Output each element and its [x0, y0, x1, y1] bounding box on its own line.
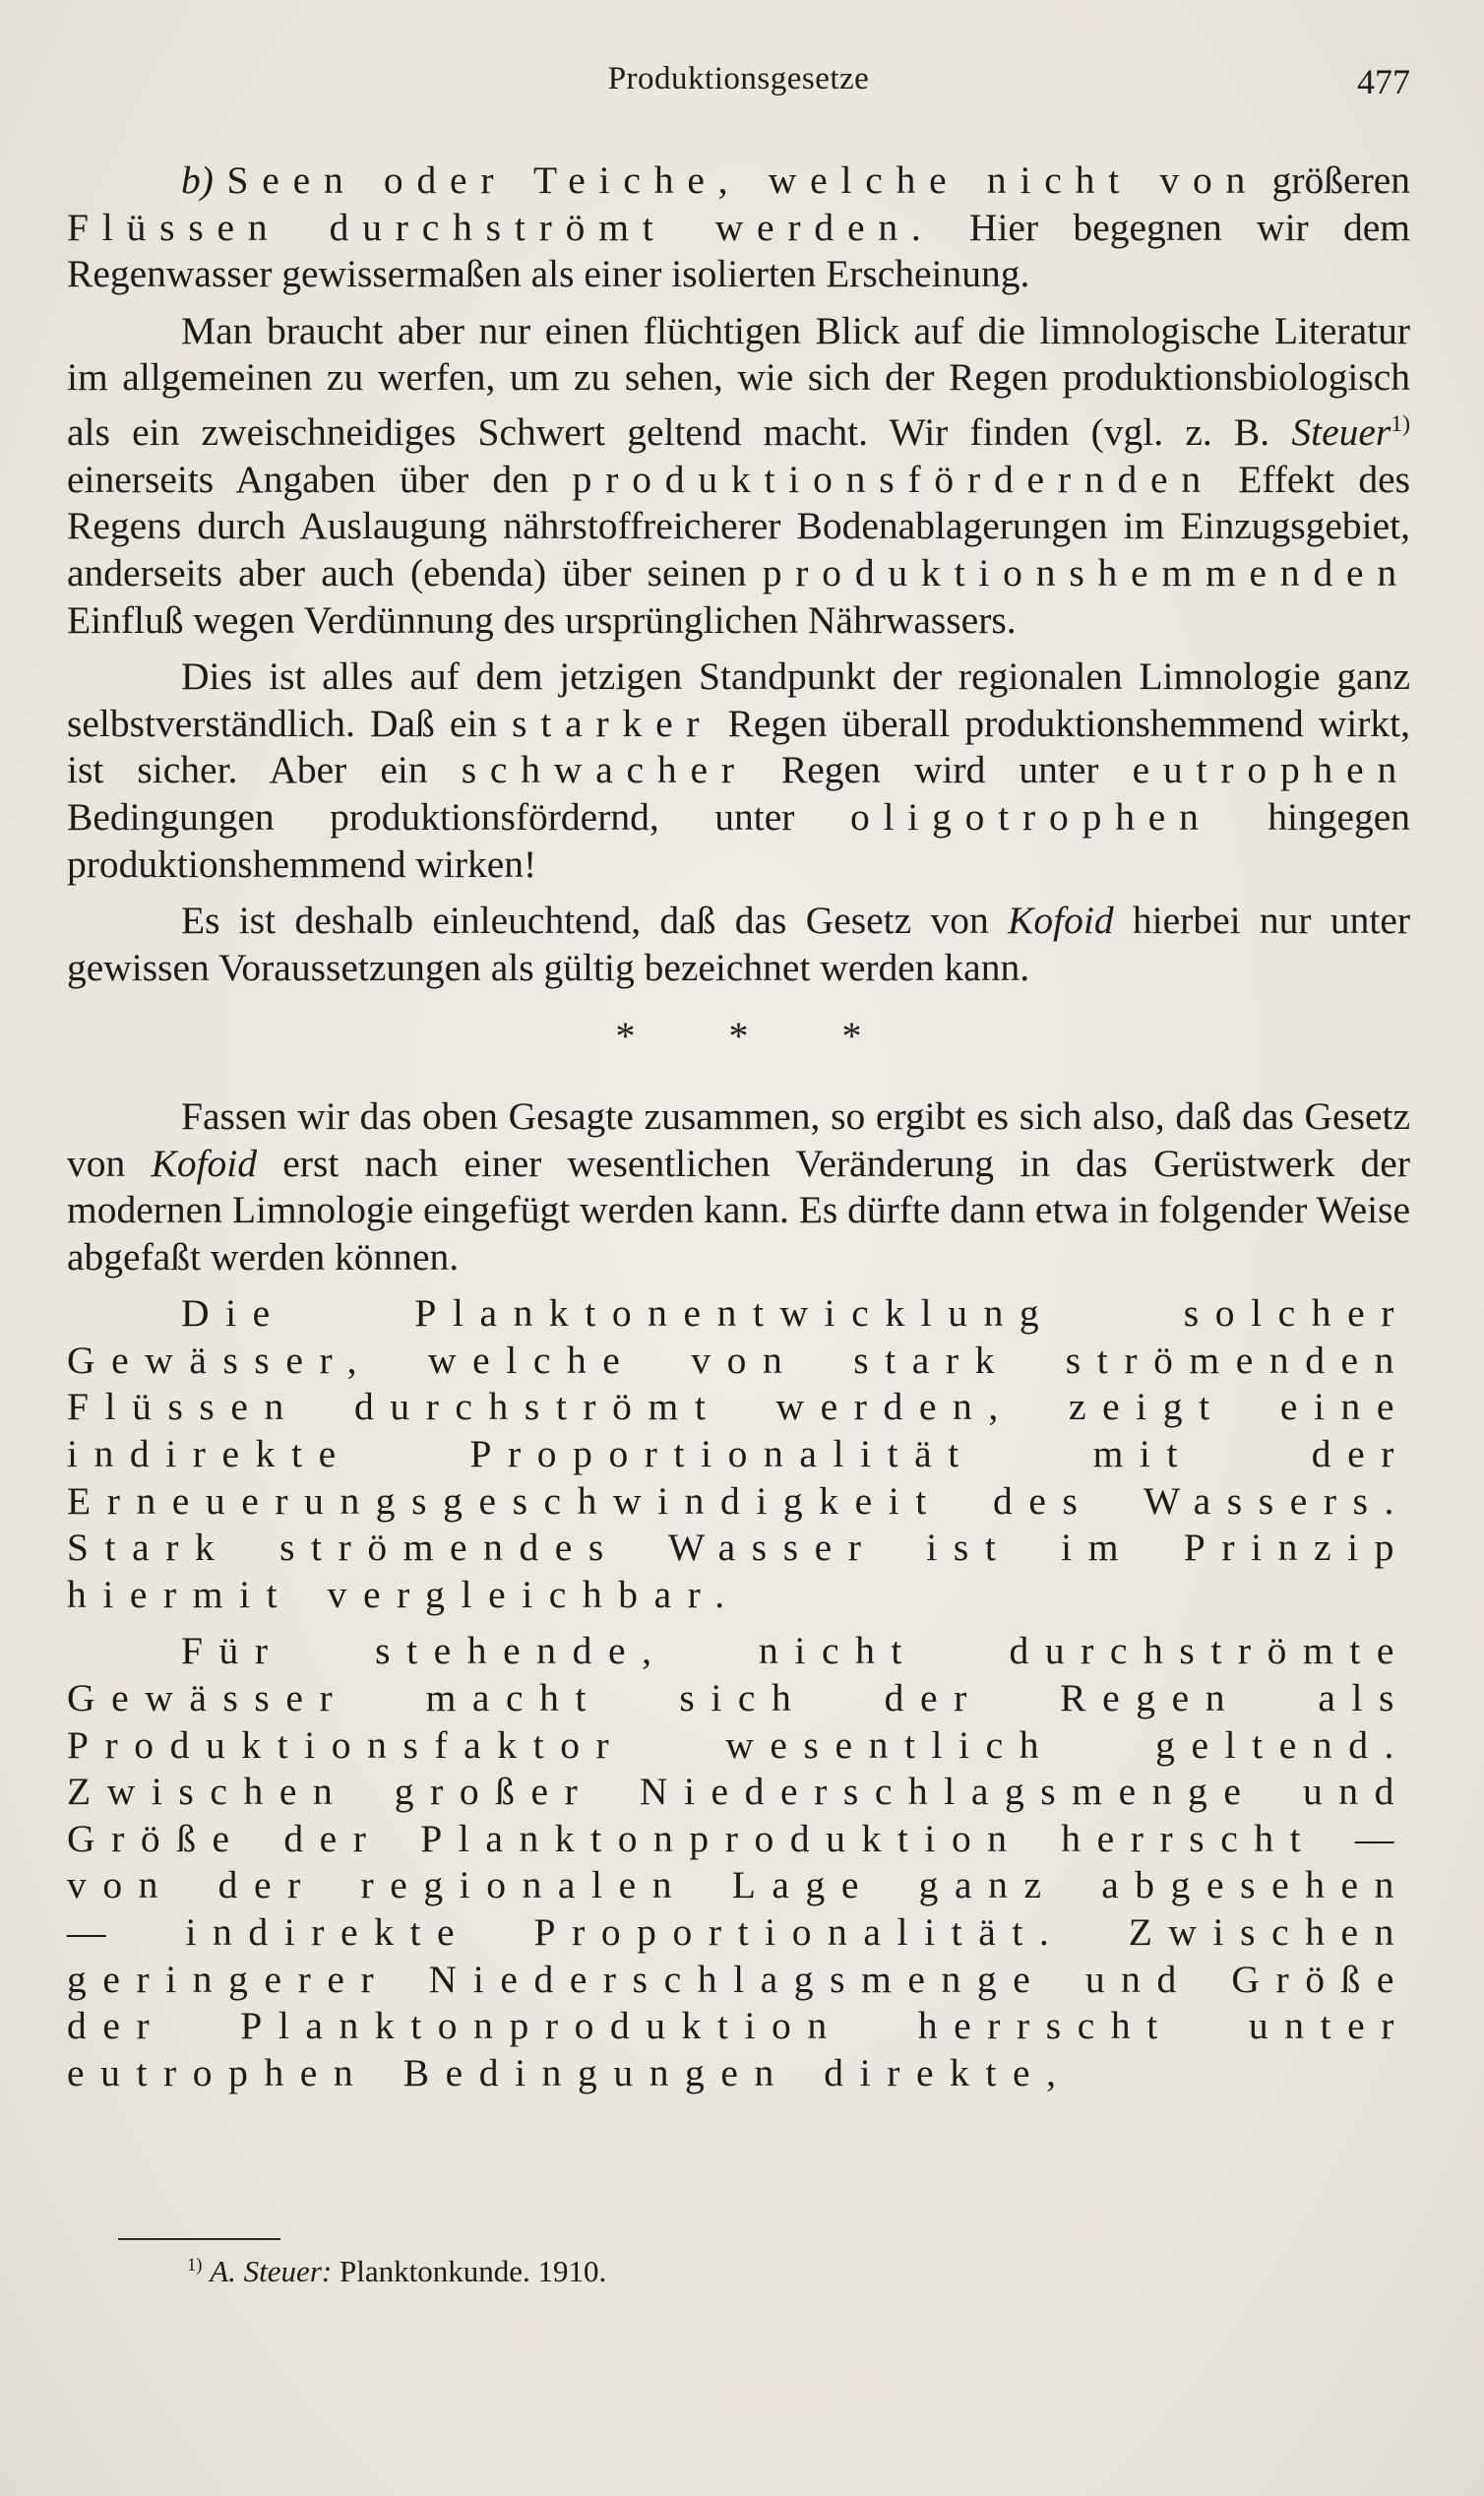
text-run: Dies ist alles auf dem jetzigen Standpunkt der regionalen Limnologie ganz selbstverständlich. Daß ein: [67, 655, 1410, 745]
text-run: Einfluß wegen Verdünnung des ursprünglichen Nährwassers.: [67, 597, 1017, 642]
paragraph-thesis-flowing: Die Planktonentwicklung solcher Gewässer, welche von stark strömenden Flüssen durchströmt werden, zeigt eine indirekte Proportionalität mit der Erneuerungsgeschwindigkeit des Wassers. Stark strömendes Wasser ist im Prinzip hiermit vergleichbar.: [67, 1291, 1410, 1616]
page-number: 477: [1357, 62, 1410, 101]
body-text: [67, 157, 1410, 2096]
text-run: Hier begegnen wir dem Regenwasser gewissermaßen als einer isolierten Erscheinung.: [67, 205, 1411, 296]
text-run: größeren: [1271, 158, 1411, 202]
text-run: hingegen produktionshemmend wirken!: [67, 794, 1411, 886]
author-name: Kofoid: [1008, 899, 1114, 943]
text-run: Regen überall produktionshemmend wirkt, ist sicher. Aber ein: [67, 701, 1411, 792]
list-label: b): [181, 158, 214, 202]
spaced-phrase: Seen oder Teiche, welche nicht von: [226, 158, 1260, 202]
footnote: [187, 2254, 606, 2289]
footnote-rule: [118, 2238, 280, 2240]
paragraph-rain-literature: [67, 308, 1410, 644]
spaced-term: schwacher: [461, 748, 748, 792]
spaced-term: starker: [512, 701, 713, 745]
paragraph-thesis-standing: Für stehende, nicht durchströmte Gewässer macht sich der Regen als Produktionsfaktor wesentlich geltend. Zwischen großer Niederschlagsmenge und Größe der Planktonproduktion herrscht — von der regionalen Lage ganz abgesehen — indirekte Proportionalität. Zwischen geringerer Niederschlagsmenge und Größe der Planktonproduktion herrscht unter eutrophen Bedingungen direkte,: [67, 1629, 1410, 2094]
paragraph-summary: [67, 1093, 1410, 1280]
text-run: hierbei nur unter gewissen Voraussetzungen als gültig bezeichnet werden kann.: [67, 899, 1411, 989]
page-header: [67, 61, 1410, 120]
footnote-author: A. Steuer:: [210, 2254, 333, 2288]
text-run: Regen wird unter: [780, 748, 1099, 792]
text-run: erst nach einer wesentlichen Veränderung in das Gerüstwerk der modernen Limnologie eingefügt werden kann. Es dürfte dann etwa in folgender Weise abgefaßt werden können.: [67, 1141, 1410, 1279]
footnote-text: Planktonkunde. 1910.: [339, 2254, 607, 2288]
paragraph-b-lakes: [67, 157, 1410, 298]
footnote-marker: 1): [187, 2254, 203, 2276]
text-run: Es ist deshalb einleuchtend, daß das Gesetz von: [181, 899, 989, 943]
author-citation: Steuer: [1291, 410, 1391, 455]
author-name: Kofoid: [151, 1141, 258, 1185]
asterisk: *: [615, 1014, 729, 1059]
running-head: Produktionsgesetze: [607, 61, 870, 96]
text-run: Man braucht aber nur einen flüchtigen Blick auf die limnologische Literatur im allgemeinen zu werfen, um zu sehen, wie sich der Regen produktionsbiologisch als ein zweischneidiges Schwert geltend macht. Wir finden (vgl. z. B.: [67, 308, 1410, 455]
spaced-term: oligotrophen: [849, 794, 1212, 839]
text-run: Effekt des Regens durch Auslaugung nährstoffreicherer Bodenablagerungen im Einzugsgebiet, anderseits aber auch (ebenda) über seinen: [67, 457, 1411, 594]
paragraph-kofoid-conditions: [67, 898, 1410, 991]
asterisk: *: [728, 1014, 842, 1059]
asterisk: *: [841, 1014, 956, 1059]
footnote-marker: 1): [1391, 410, 1411, 437]
spaced-phrase: Flüssen durchströmt werden.: [67, 205, 935, 249]
paragraph-regional-limnology: [67, 654, 1410, 888]
spaced-term: eutrophen: [1132, 748, 1411, 792]
section-break-asterisks: [67, 1013, 1410, 1060]
text-run: einerseits Angaben über den: [67, 457, 549, 501]
spaced-term: produktionsfördernden: [572, 457, 1214, 501]
text-run: Fassen wir das oben Gesagte zusammen, so ergibt es sich also, daß das Gesetz von: [67, 1093, 1410, 1185]
spaced-term: produktionshemmenden: [762, 550, 1410, 594]
text-run: Bedingungen produktionsfördernd, unter: [67, 794, 795, 839]
